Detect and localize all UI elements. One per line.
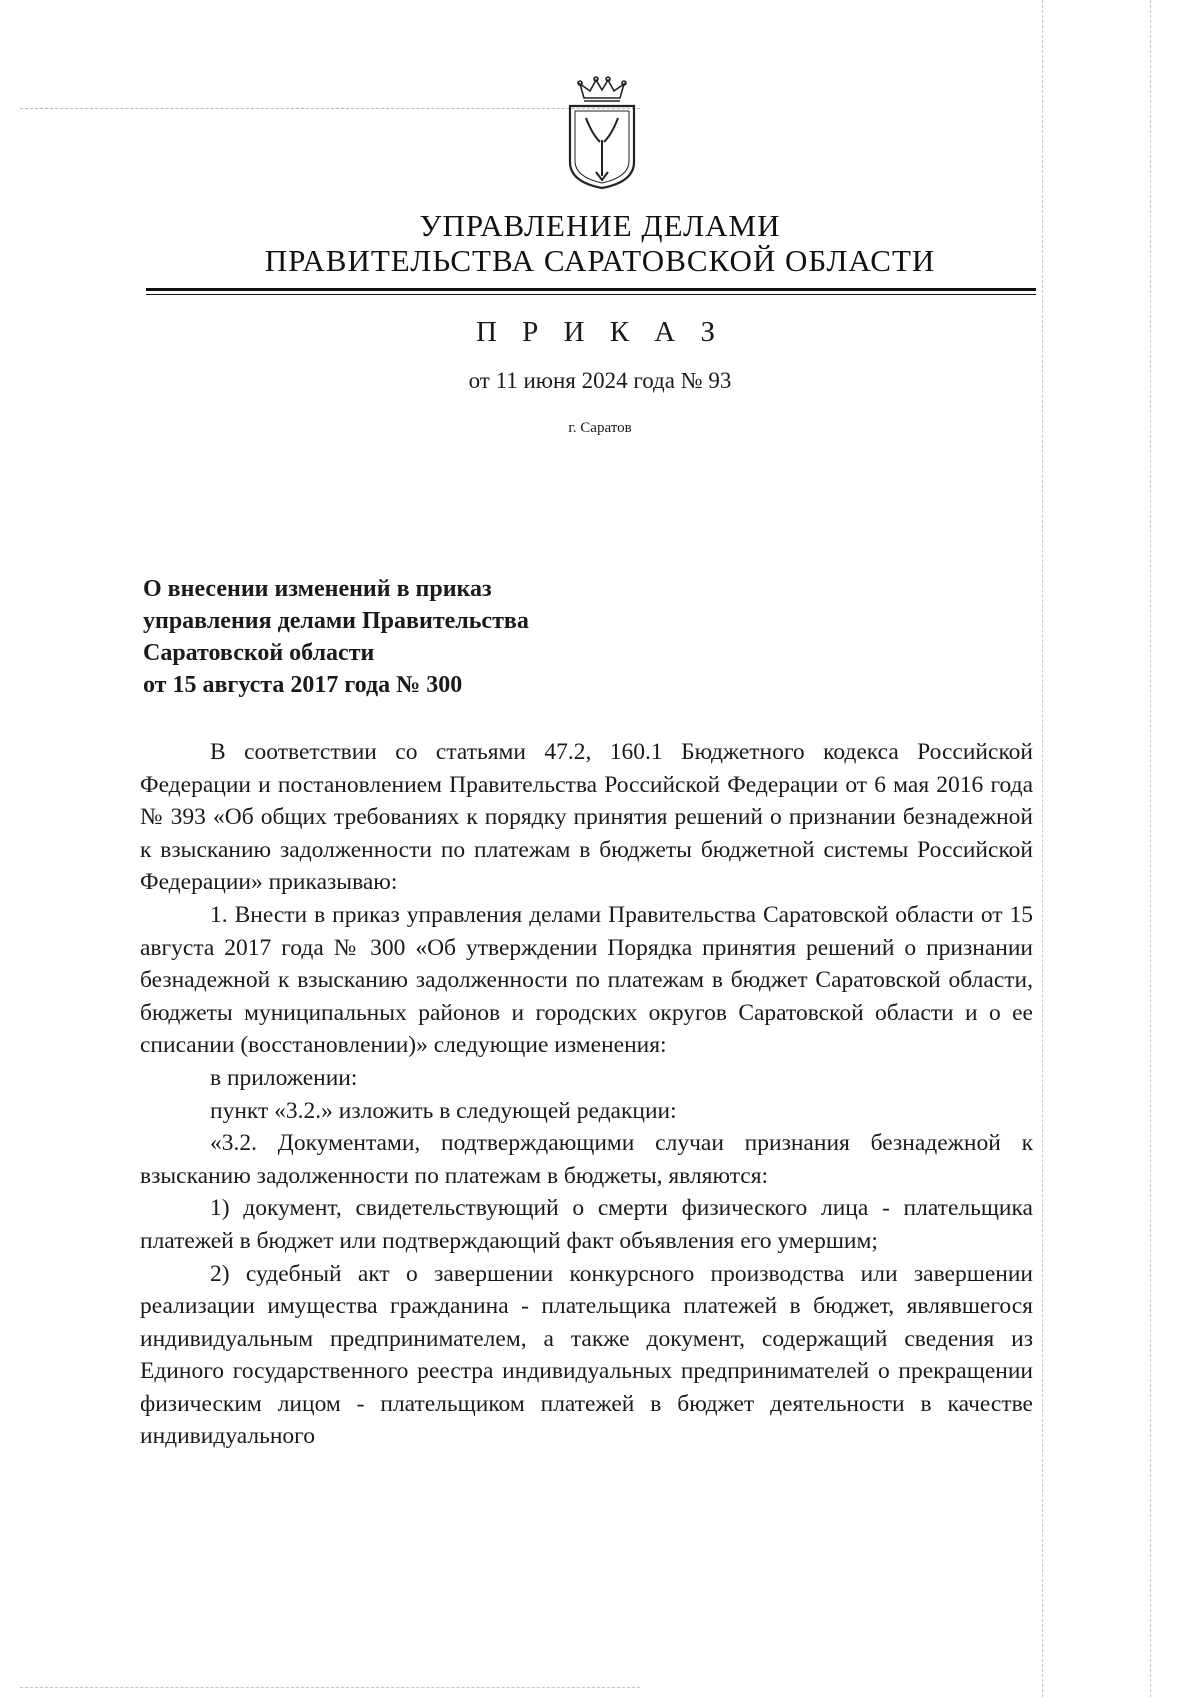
- coat-of-arms-icon: [566, 76, 638, 190]
- body-paragraph-3-2: «3.2. Документами, подтверждающими случаи признания безнадежной к взысканию задолженности по платежам в бюджеты, являются:: [140, 1130, 1033, 1189]
- subject-line: О внесении изменений в приказ: [143, 576, 492, 602]
- organization-name-line1: УПРАВЛЕНИЕ ДЕЛАМИ: [419, 208, 781, 243]
- scan-artifact-bottom: [20, 1687, 640, 1688]
- body-paragraph-sub2: 2) судебный акт о завершении конкурсного производства или завершении реализации имущества гражданина - плательщика платежей в бюджет, являвшегося индивидуальным предпринимателем, а также документ, содержащий сведения из Единого государственного реестра индивидуальных предпринимателей о прекращении физическим лицом - плательщиком платежей в бюджет деятельности в качестве индивидуального: [140, 1260, 1033, 1450]
- subject-line: от 15 августа 2017 года № 300: [143, 672, 463, 698]
- body-paragraph-preamble: В соответствии со статьями 47.2, 160.1 Бюджетного кодекса Российской Федерации и постановлением Правительства Российской Федерации от 6 мая 2016 года № 393 «Об общих требованиях к порядку принятия решений о признании безнадежной к взысканию задолженности по платежам в бюджеты бюджетной системы Российской Федерации» приказываю:: [140, 739, 1033, 896]
- order-date-number: от 11 июня 2024 года № 93: [468, 368, 732, 393]
- order-title: П Р И К А З: [475, 316, 725, 348]
- body-paragraph-appendix: в приложении:: [210, 1064, 358, 1091]
- subject-line: управления делами Правительства: [143, 608, 529, 634]
- order-body: [140, 736, 1033, 1453]
- header-rule-thick: [146, 288, 1036, 291]
- header-rule-thin: [146, 294, 1036, 295]
- body-paragraph-sub1: 1) документ, свидетельствующий о смерти физического лица - плательщика платежей в бюджет или подтверждающий факт объявления его умершим;: [140, 1195, 1033, 1254]
- organization-name-line2: ПРАВИТЕЛЬСТВА САРАТОВСКОЙ ОБЛАСТИ: [264, 243, 936, 278]
- subject-line: Саратовской области: [143, 640, 375, 666]
- body-paragraph-clause: пункт «3.2.» изложить в следующей редакции:: [210, 1097, 677, 1124]
- order-subject: [143, 573, 529, 701]
- order-city: г. Саратов: [568, 420, 632, 436]
- body-paragraph-item1: 1. Внести в приказ управления делами Правительства Саратовской области от 15 августа 2017 года № 300 «Об утверждении Порядка принятия решений о признании безнадежной к взысканию задолженности по платежам в бюджет Саратовской области, бюджеты муниципальных районов и городских округов Саратовской области и о ее списании (восстановлении)» следующие изменения:: [140, 901, 1033, 1059]
- scan-artifact-top: [20, 108, 640, 109]
